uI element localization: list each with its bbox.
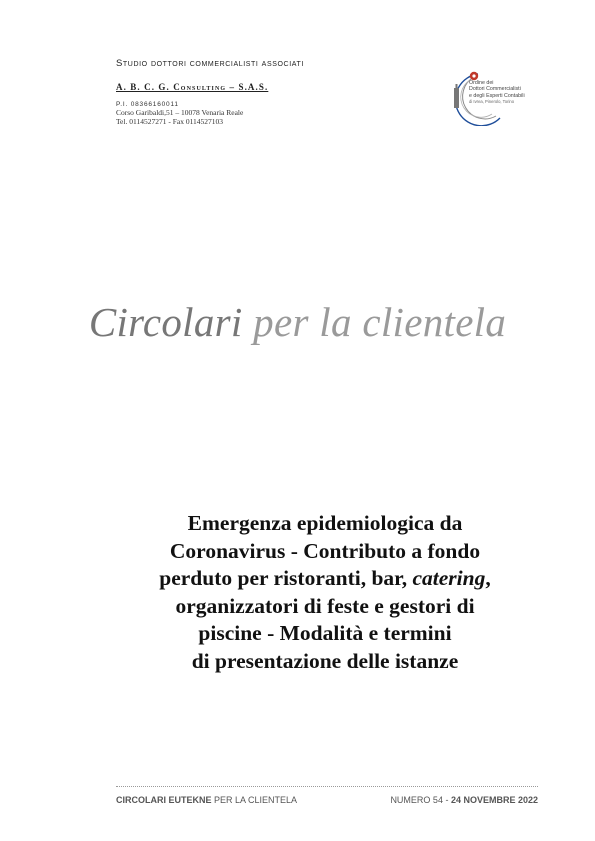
order-logo-text — [469, 80, 525, 105]
logo-line-4: di Ivrea, Pinerolo, Torino — [469, 98, 515, 104]
footer-series-rest: PER LA CLIENTELA — [211, 795, 298, 805]
footer-issue — [390, 795, 538, 805]
banner-part-2: per la clientela — [242, 299, 507, 345]
title-line-2: Coronavirus - Contributo a fondo — [169, 538, 481, 563]
document-title — [110, 510, 540, 675]
title-line-3-italic: catering — [412, 566, 486, 590]
footer-series-bold: CIRCOLARI EUTEKNE — [116, 795, 212, 805]
letterhead — [116, 58, 416, 126]
series-banner — [0, 298, 595, 346]
banner-part-1: Circolari — [88, 299, 243, 345]
title-line-3 — [110, 565, 540, 593]
studio-name: Studio dottori commercialisti associati — [116, 58, 304, 69]
footer-divider — [116, 786, 538, 787]
logo-line-2: Dottori Commercialisti — [469, 86, 521, 93]
title-line-5: piscine - Modalità e termini — [198, 621, 452, 645]
footer-issue-number: NUMERO 54 - — [390, 795, 451, 805]
title-line-3-a: perduto per ristoranti, bar, — [159, 566, 413, 590]
footer-series — [116, 795, 297, 805]
title-line-3-c: , — [485, 566, 491, 590]
title-line-1: Emergenza epidemiologica da — [187, 511, 463, 535]
logo-line-1: Ordine dei — [469, 80, 494, 86]
logo-line-3: e degli Esperti Contabili — [469, 92, 525, 99]
title-line-6: di presentazione delle istanze — [191, 648, 459, 673]
vat-number: P.I. 08366160011 — [116, 101, 179, 108]
phone-fax: Tel. 0114527271 - Fax 0114527103 — [116, 117, 224, 126]
firm-name: A. B. C. G. Consulting – S.A.S. — [116, 82, 269, 92]
footer-issue-date: 24 NOVEMBRE 2022 — [450, 795, 538, 805]
order-logo — [440, 66, 540, 126]
address: Corso Garibaldi,51 – 10078 Venaria Reale — [116, 108, 244, 117]
title-line-4: organizzatori di feste e gestori di — [175, 593, 475, 618]
